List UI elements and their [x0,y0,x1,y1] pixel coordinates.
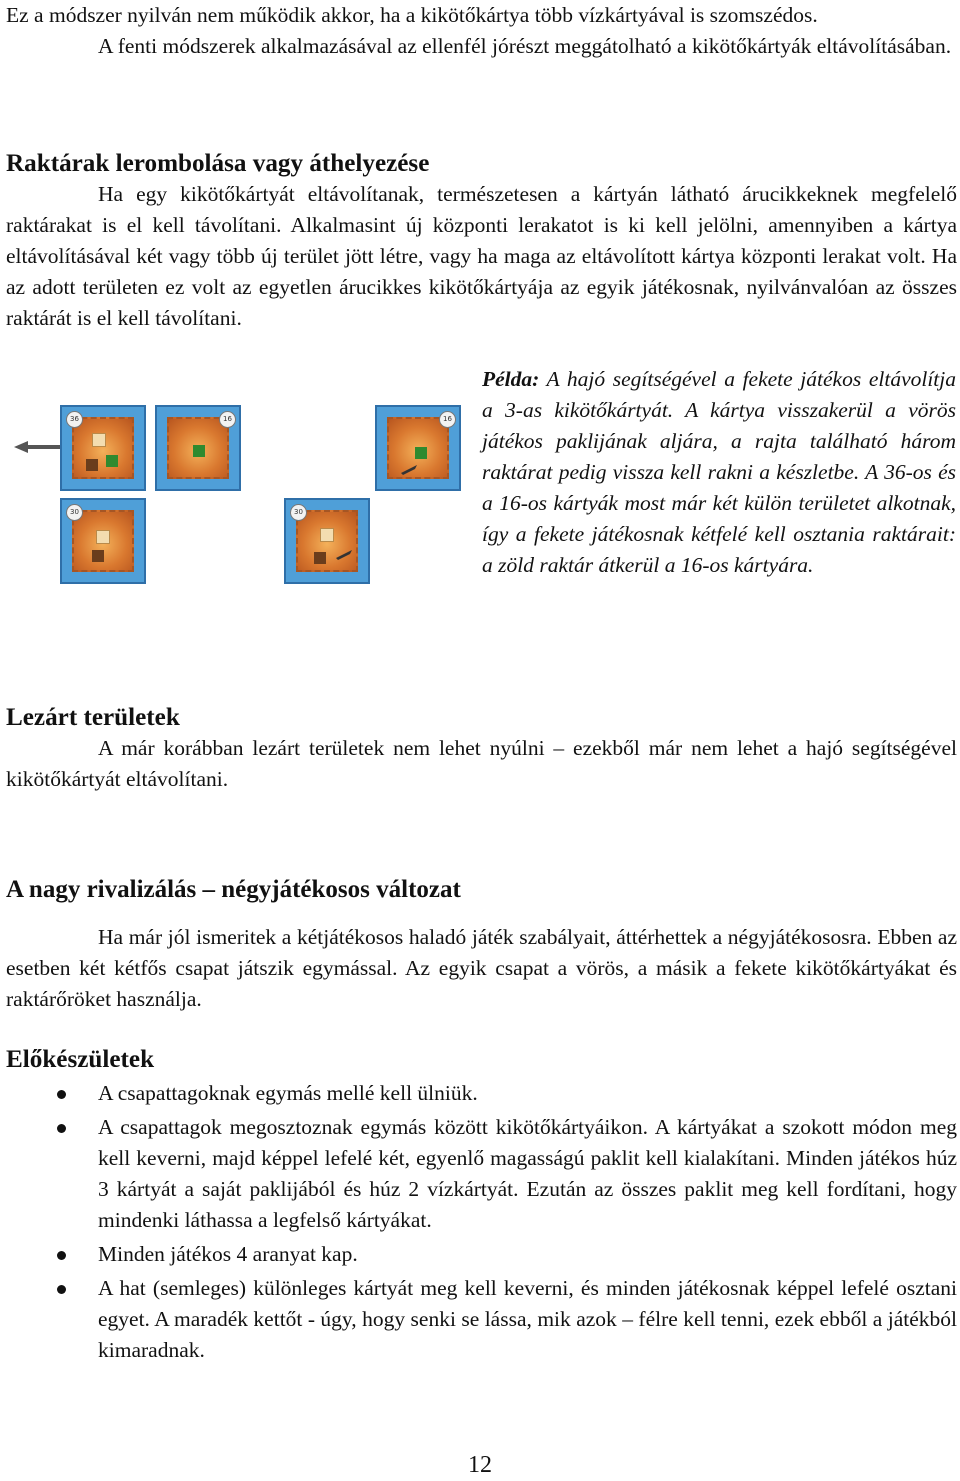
tiles-illustration [0,395,470,660]
tile-30-bottom-middle [284,498,370,584]
tile-number: 16 [219,411,236,428]
section-title: A nagy rivalizálás – négyjátékosos változat [6,876,461,903]
preparation-list [6,1078,957,1366]
section-closed-areas [6,702,957,795]
section-body: Ha egy kikötőkártyát eltávolítanak, természetesen a kártyán látható árucikkeknek megfelelő raktárakat is el kell távolítani. Alkalmasint új központi lerakatot is ki kell jelölni, amennyiben a kártya eltávolításával két vagy több új terület jött létre, vagy ha maga az eltávolított kártya központi lerakat volt. Ha az adott területen ez volt az egyetlen árucikkes kikötőkártyája az egyik játékosnak, nyilvánvalóan az összes raktárát is el kell távolítani. [6,182,957,330]
page-number: 12 [468,1452,492,1478]
section-heading: Raktárak lerombolása vagy áthelyezése [6,150,430,177]
example-body: A hajó segítségével a fekete játékos eltávolítja a 3-as kikötőkártyát. A kártya visszakerül a vörös játékos paklijának aljára, a rajta található három raktárat pedig vissza kell rakni a készletbe. A 36-os és a 16-os kártyák most már két külön területet alkotnak, így a fekete játékosnak kétfelé kell osztania raktárait: a zöld raktár átkerül a 16-os kártyára. [482,367,956,577]
section-four-player [6,874,957,1015]
section-preparations [6,1044,957,1369]
section-warehouses [6,148,957,334]
section-heading: Előkészületek [6,1046,155,1073]
section-heading: Lezárt területek [6,704,180,731]
arrow-left-icon [14,439,64,455]
list-item: Minden játékos 4 aranyat kap. [6,1239,957,1270]
intro-line-1: Ez a módszer nyilván nem működik akkor, ha a kikötőkártya több vízkártyával is szomszédos. [6,3,818,27]
tile-16-right [375,405,461,491]
tile-30-bottom-left [60,498,146,584]
tile-number: 30 [290,504,307,521]
list-item: A csapattagoknak egymás mellé kell ülniük. [6,1078,957,1109]
list-item: A hat (semleges) különleges kártyát meg kell keverni, és minden játékosnak képpel lefelé osztani egyet. A maradék kettőt - úgy, hogy senki se lássa, mik azok – félre kell tenni, ezek ebből a játékból kimaradnak. [6,1273,957,1366]
tile-16-top [155,405,241,491]
section-body: A már korábban lezárt területek nem lehet nyúlni – ezekből már nem lehet a hajó segítségével kikötőkártyát eltávolítani. [6,736,957,791]
list-item: A csapattagok megosztoznak egymás között kikötőkártyáikon. A kártyákat a szokott módon meg kell keverni, majd képpel lefelé két, egyenlő magasságú paklit kell kialakítani. Minden játékos húz 3 kártyát a saját paklijából és húz 2 vízkártyát. Ezután az összes paklit meg kell fordítani, hogy mindenki láthassa a legfelső kártyákat. [6,1112,957,1236]
ship-icon [401,461,417,477]
tile-number: 30 [66,504,83,521]
ship-icon [336,546,352,562]
intro-line-2: A fenti módszerek alkalmazásával az ellenfél jórészt meggátolható a kikötőkártyák eltávolításában. [98,34,952,58]
example-text [482,364,956,581]
example-label: Példa: [482,367,540,391]
tile-number: 16 [439,411,456,428]
intro-paragraph [6,0,957,62]
tile-36-top [60,405,146,491]
tile-number: 36 [66,411,83,428]
section-body: Ha már jól ismeritek a kétjátékosos haladó játék szabályait, áttérhettek a négyjátékososra. Ebben az esetben két kétfős csapat játszik egymással. Az egyik csapat a vörös, a másik a fekete kikötőkártyákat és raktárőröket használja. [6,925,957,1011]
